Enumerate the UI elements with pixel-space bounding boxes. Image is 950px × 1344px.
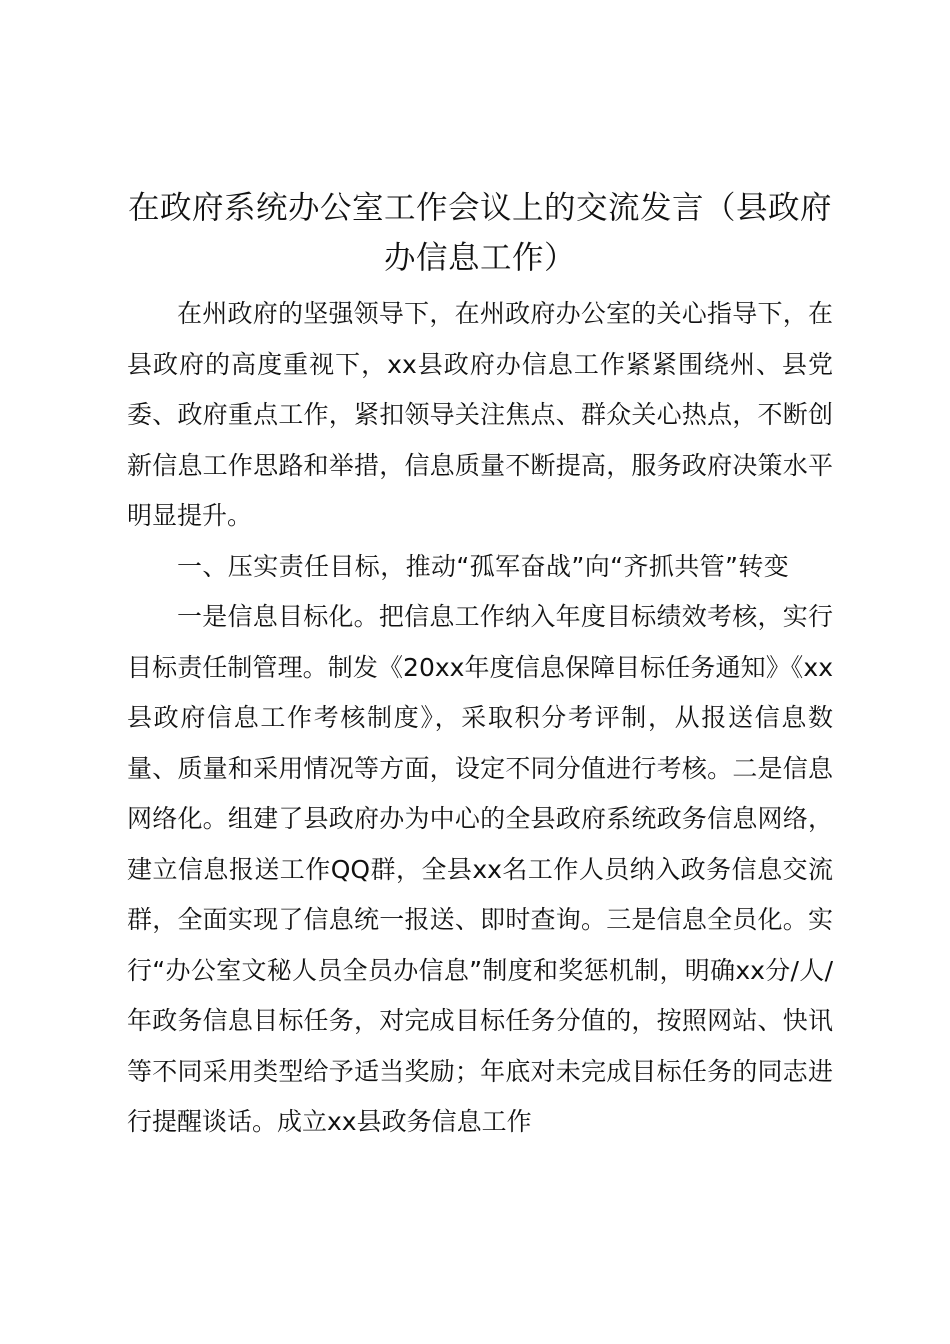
document-title: 在政府系统办公室工作会议上的交流发言（县政府办信息工作） — [127, 190, 832, 276]
document-content — [127, 183, 833, 1148]
intro-paragraph: 在州政府的坚强领导下，在州政府办公室的关心指导下，在县政府的高度重视下，xx县政府办信息工作紧紧围绕州、县党委、政府重点工作，紧扣领导关注焦点、群众关心热点，不断创新信息工作思路和举措，信息质量不断提高，服务政府决策水平明显提升。 — [127, 299, 833, 530]
section-heading: 一、压实责任目标，推动“孤军奋战”向“齐抓共管”转变 — [177, 551, 790, 581]
section-body-paragraph: 一是信息目标化。把信息工作纳入年度目标绩效考核，实行目标责任制管理。制发《20xx年度信息保障目标任务通知》《xx县政府信息工作考核制度》，采取积分考评制，从报送信息数量、质量和采用情况等方面，设定不同分值进行考核。二是信息网络化。组建了县政府办为中心的全县政府系统政务信息网络，建立信息报送工作QQ群，全县xx名工作人员纳入政务信息交流群，全面实现了信息统一报送、即时查询。三是信息全员化。实行“办公室文秘人员全员办信息”制度和奖惩机制，明确xx分/人/年政务信息目标任务，对完成目标任务分值的，按照网站、快讯等不同采用类型给予适当奖励；年底对未完成目标任务的同志进行提醒谈话。成立xx县政务信息工作 — [127, 602, 833, 1136]
